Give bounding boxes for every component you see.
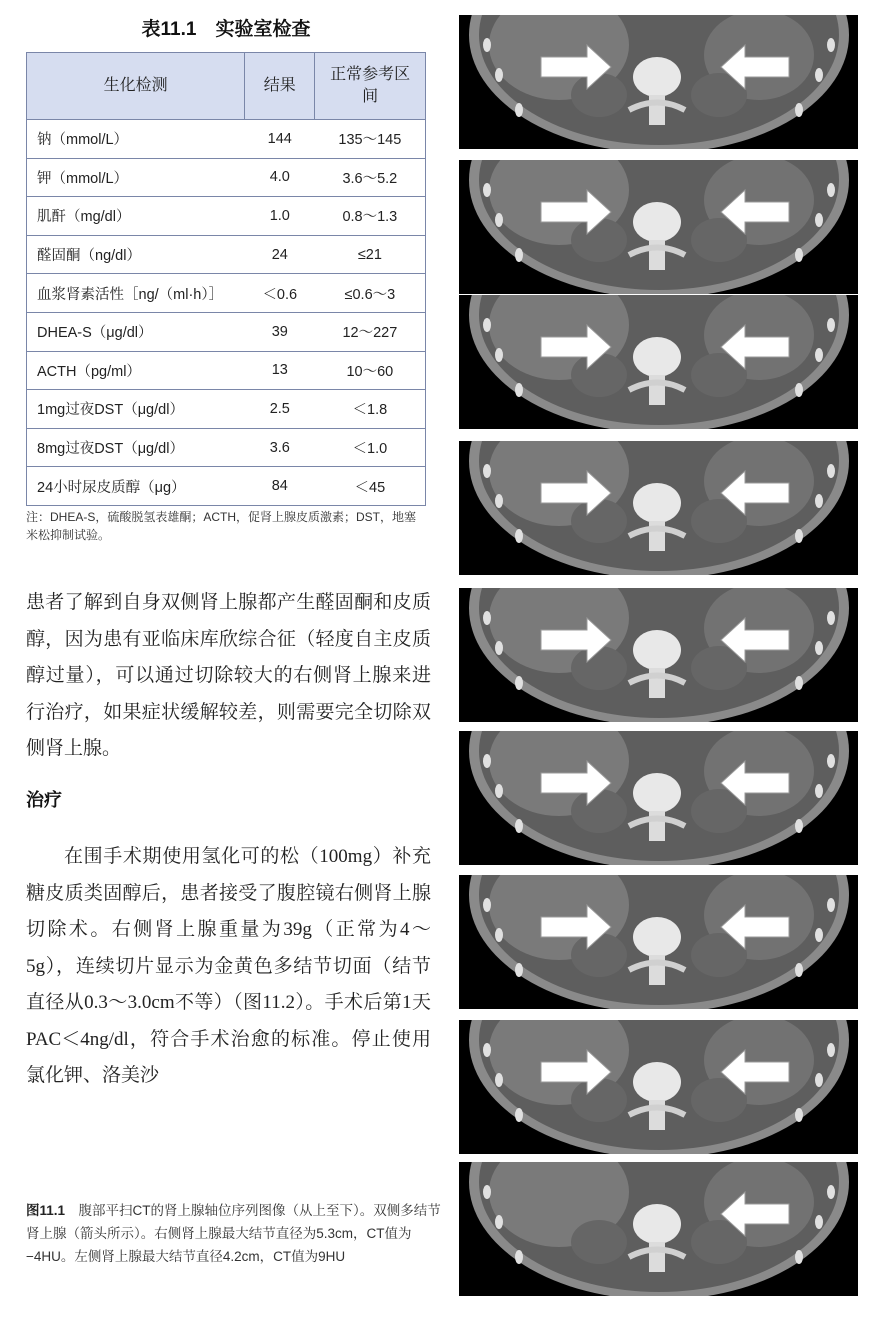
cell-range: ＜1.0 bbox=[315, 428, 426, 467]
ct-slice bbox=[459, 295, 858, 429]
ct-slice-image bbox=[459, 731, 858, 865]
table-row bbox=[27, 351, 426, 390]
ct-slice bbox=[459, 1020, 858, 1154]
ct-slice-image bbox=[459, 1020, 858, 1154]
cell-range: 10～60 bbox=[315, 351, 426, 390]
cell-test: DHEA-S（μg/dl） bbox=[27, 312, 245, 351]
ct-slice-image bbox=[459, 295, 858, 429]
paragraph-1: 患者了解到自身双侧肾上腺都产生醛固酮和皮质醇，因为患有亚临床库欣综合征（轻度自主皮质醇过量），可以通过切除较大的右侧肾上腺来进行治疗，如果症状缓解较差，则需要完全切除双侧肾上腺。 bbox=[26, 592, 431, 759]
ct-slice bbox=[459, 1162, 858, 1296]
cell-result: ＜0.6 bbox=[245, 274, 315, 313]
table-row bbox=[27, 390, 426, 429]
lab-table-body bbox=[27, 120, 426, 506]
ct-slice-image bbox=[459, 875, 858, 1009]
cell-test: 肌酐（mg/dl） bbox=[27, 197, 245, 236]
ct-slice bbox=[459, 441, 858, 575]
figure-label: 图11.1 bbox=[26, 1203, 66, 1218]
cell-range: 0.8～1.3 bbox=[315, 197, 426, 236]
cell-range: ＜1.8 bbox=[315, 390, 426, 429]
cell-test: 钾（mmol/L） bbox=[27, 158, 245, 197]
lab-results-table bbox=[26, 52, 426, 506]
ct-slice-image bbox=[459, 441, 858, 575]
ct-slice-image bbox=[459, 160, 858, 294]
cell-test: 血浆肾素活性［ng/（ml·h）］ bbox=[27, 274, 245, 313]
cell-result: 2.5 bbox=[245, 390, 315, 429]
cell-test: 24小时尿皮质醇（μg） bbox=[27, 467, 245, 506]
table-note: 注：DHEA-S，硫酸脱氢表雄酮；ACTH，促肾上腺皮质激素；DST，地塞米松抑制试验。 bbox=[26, 510, 417, 542]
paragraph-2: 在围手术期使用氢化可的松（100mg）补充糖皮质类固醇后，患者接受了腹腔镜右侧肾上腺切除术。右侧肾上腺重量为39g（正常为4～5g），连续切片显示为金黄色多结节切面（结节直径从0.3～3.0cm不等）（图11.2）。手术后第1天PAC＜4ng/dl，符合手术治愈的标准。停止使用氯化钾、洛美沙 bbox=[26, 846, 431, 1086]
cell-test: 钠（mmol/L） bbox=[27, 120, 245, 159]
section-heading: 治疗 bbox=[26, 790, 62, 810]
cell-result: 39 bbox=[245, 312, 315, 351]
table-row bbox=[27, 197, 426, 236]
cell-result: 1.0 bbox=[245, 197, 315, 236]
ct-slice bbox=[459, 875, 858, 1009]
ct-slice-image bbox=[459, 588, 858, 722]
ct-slice-image bbox=[459, 15, 858, 149]
ct-slice bbox=[459, 731, 858, 865]
header-range: 正常参考区间 bbox=[315, 53, 426, 120]
figure-caption bbox=[26, 1199, 446, 1268]
cell-result: 3.6 bbox=[245, 428, 315, 467]
cell-range: 12～227 bbox=[315, 312, 426, 351]
table-row bbox=[27, 235, 426, 274]
figure-caption-text: 腹部平扫CT的肾上腺轴位序列图像（从上至下）。双侧多结节肾上腺（箭头所示）。右侧肾上腺最大结节直径为5.3cm，CT值为−4HU。左侧肾上腺最大结节直径4.2cm，CT值为9HU bbox=[26, 1203, 441, 1264]
cell-test: 1mg过夜DST（μg/dl） bbox=[27, 390, 245, 429]
table-row bbox=[27, 428, 426, 467]
cell-result: 84 bbox=[245, 467, 315, 506]
cell-result: 13 bbox=[245, 351, 315, 390]
header-test: 生化检测 bbox=[27, 53, 245, 120]
cell-test: ACTH（pg/ml） bbox=[27, 351, 245, 390]
table-header-row bbox=[27, 53, 426, 120]
table-title: 表11.1 实验室检查 bbox=[141, 19, 311, 40]
cell-result: 24 bbox=[245, 235, 315, 274]
cell-range: ≤0.6～3 bbox=[315, 274, 426, 313]
table-row bbox=[27, 120, 426, 159]
table-row bbox=[27, 158, 426, 197]
table-row bbox=[27, 274, 426, 313]
cell-test: 醛固酮（ng/dl） bbox=[27, 235, 245, 274]
cell-result: 4.0 bbox=[245, 158, 315, 197]
cell-result: 144 bbox=[245, 120, 315, 159]
header-result: 结果 bbox=[245, 53, 315, 120]
table-row bbox=[27, 312, 426, 351]
ct-slice-image bbox=[459, 1162, 858, 1296]
cell-range: 135～145 bbox=[315, 120, 426, 159]
ct-slice bbox=[459, 15, 858, 149]
cell-range: ＜45 bbox=[315, 467, 426, 506]
cell-test: 8mg过夜DST（μg/dl） bbox=[27, 428, 245, 467]
cell-range: 3.6～5.2 bbox=[315, 158, 426, 197]
ct-slice bbox=[459, 588, 858, 722]
table-row bbox=[27, 467, 426, 506]
ct-slice bbox=[459, 160, 858, 294]
cell-range: ≤21 bbox=[315, 235, 426, 274]
